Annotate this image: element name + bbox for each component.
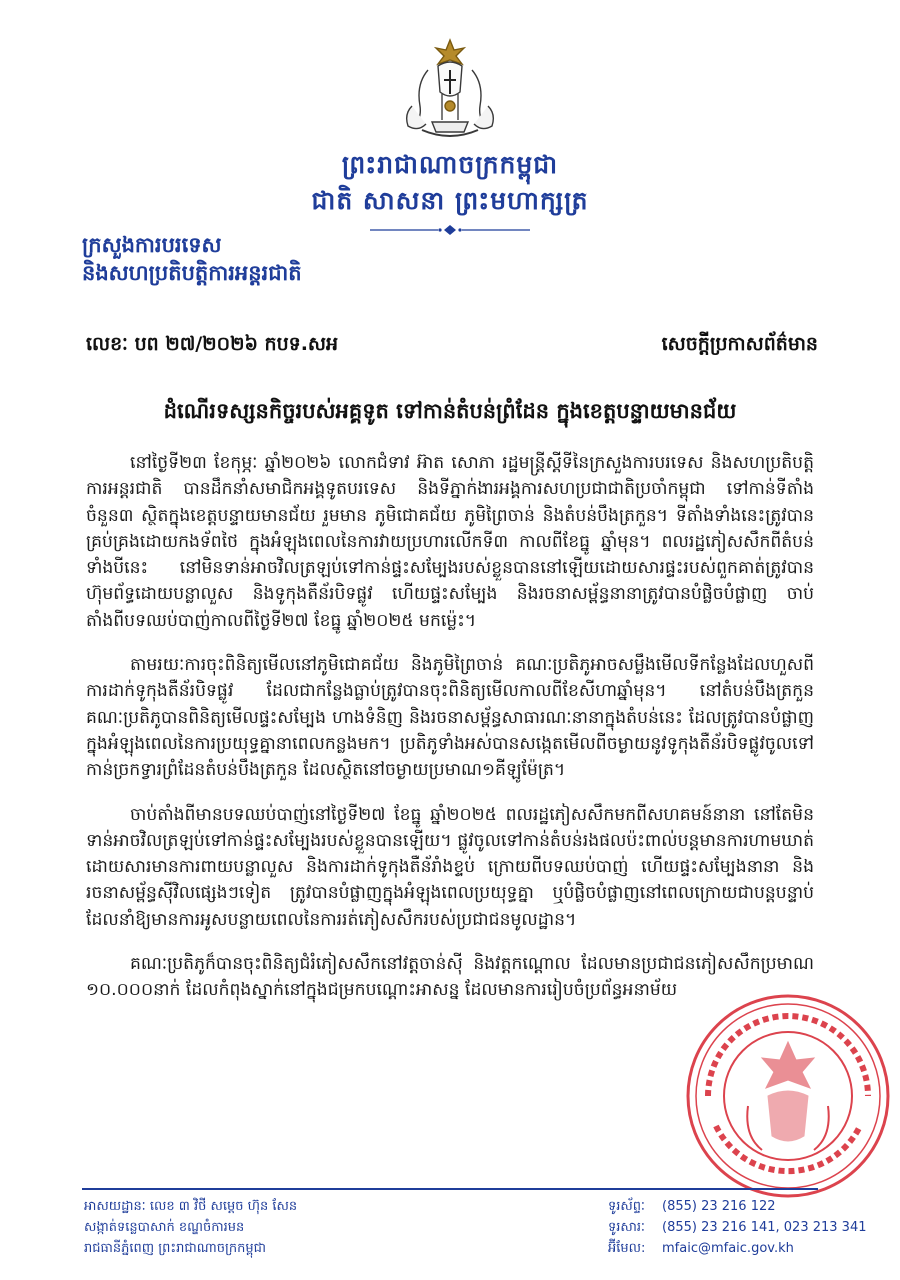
ministry-name-line2: និងសហប្រតិបត្តិការអន្តរជាតិ	[82, 261, 302, 285]
royal-arms-emblem	[392, 36, 508, 146]
footer-contacts	[608, 1196, 867, 1259]
fax-label: ទូរសារៈ	[608, 1220, 645, 1235]
press-release-title: ដំណើរទស្សនកិច្ចរបស់អគ្គទូត ទៅកាន់តំបន់ព្រំដែន ក្នុងខេត្តបន្ទាយមានជ័យ	[163, 399, 737, 423]
footer-divider	[82, 1188, 818, 1190]
reference-number: លេខៈ បព ២៧/២០២៦ កបទ.សអ	[86, 333, 339, 355]
official-seal	[678, 986, 898, 1206]
press-release-body	[86, 450, 814, 1022]
kingdom-title: ព្រះរាជាណាចក្រកម្ពុជា	[341, 150, 559, 179]
national-motto: ជាតិ សាសនា ព្រះមហាក្សត្រ	[311, 186, 589, 215]
email-label: អ៊ីមែល:	[608, 1241, 646, 1256]
decorative-divider	[360, 224, 540, 236]
paragraph: នៅថ្ងៃទី២៣ ខែកុម្ភៈ ឆ្នាំ២០២៦ លោកជំទាវ អ៊ាត សោភា រដ្ឋមន្ត្រីស្តីទីនៃក្រសួងការបរទេស និងសហប្រតិបត្តិការអន្តរជាតិ បានដឹកនាំសមាជិកអង្គទូតបរទេស និងទីភ្នាក់ងារអង្គការសហប្រជាជាតិប្រចាំកម្ពុជា ទៅកាន់ទីតាំងចំនួន៣ ស្ថិតក្នុងខេត្តបន្ទាយមានជ័យ រួមមាន ភូមិជោគជ័យ ភូមិព្រៃចាន់ និងតំបន់បឹងត្រកួន។ ទីតាំងទាំងនេះត្រូវបានគ្រប់គ្រងដោយកងទ័ពថៃ ក្នុងអំឡុងពេលនៃការវាយប្រហារលើកទី៣ កាលពីខែធ្នូ ឆ្នាំមុន។ ពលរដ្ឋភៀសសឹកពីតំបន់ទាំងបីនេះ នៅមិនទាន់អាចវិលត្រឡប់ទៅកាន់ផ្ទះសម្បែងរបស់ខ្លួនបាននៅឡើយដោយសារផ្ទះរបស់ពួកគាត់ត្រូវបានហ៊ុមព័ទ្ធដោយបន្លាលួស និងទូកុងតឺន័របិទផ្លូវ ហើយផ្ទះសម្បែង និងរចនាសម្ព័ន្ធនានាត្រូវបានបំផ្លិចបំផ្លាញ ចាប់តាំងពីបទឈប់បាញ់កាលពីថ្ងៃទី២៧ ខែធ្នូ ឆ្នាំ២០២៥ មកម្ល៉េះ។	[86, 453, 814, 631]
paragraph: តាមរយៈការចុះពិនិត្យមើលនៅភូមិជោគជ័យ និងភូមិព្រៃចាន់ គណៈប្រតិភូអាចសម្លឹងមើលទីកន្លែងដែលហួសពីការដាក់ទូកុងតឺន័របិទផ្លូវ ដែលជាកន្លែងធ្លាប់ត្រូវបានចុះពិនិត្យមើលកាលពីខែសីហាឆ្នាំមុន។ នៅតំបន់បឹងត្រកួន គណៈប្រតិភូបានពិនិត្យមើលផ្ទះសម្បែង ហាងទំនិញ និងរចនាសម្ព័ន្ធសាធារណៈនានាក្នុងតំបន់នេះ ដែលត្រូវបានបំផ្លាញក្នុងអំឡុងពេលនៃការប្រយុទ្ធគ្នានាពេលកន្លងមក។ ប្រតិភូទាំងអស់បានសង្កេតមើលពីចម្ងាយនូវទូកុងតឺន័របិទផ្លូវចូលទៅកាន់ច្រកទ្វារព្រំដែនតំបន់បឹងត្រកួន ដែលស្ថិតនៅចម្ងាយប្រមាណ១គីឡូម៉ែត្រ។	[86, 655, 814, 781]
address-line: រាជធានីភ្នំពេញ ព្រះរាជាណាចក្រកម្ពុជា	[84, 1241, 266, 1256]
fax-number: (855) 23 216 141, 023 213 341	[662, 1220, 867, 1235]
email-address[interactable]: mfaic@mfaic.gov.kh	[662, 1241, 794, 1256]
address-line: អាសយដ្ឋានៈ លេខ ៣ វិថី សម្តេច ហ៊ុន សែន	[84, 1199, 298, 1214]
phone-number: (855) 23 216 122	[662, 1199, 776, 1214]
document-type: សេចក្តីប្រកាសព័ត៌មាន	[661, 333, 818, 355]
phone-label: ទូរស័ព្ទៈ	[608, 1199, 645, 1214]
paragraph: ចាប់តាំងពីមានបទឈប់បាញ់នៅថ្ងៃទី២៧ ខែធ្នូ ឆ្នាំ២០២៥ ពលរដ្ឋភៀសសឹកមកពីសហគមន៍នានា នៅតែមិនទាន់អាចវិលត្រឡប់ទៅកាន់ផ្ទះសម្បែងរបស់ខ្លួនបានឡើយ។ ផ្លូវចូលទៅកាន់តំបន់រងផលប៉ះពាល់បន្តមានការហាមឃាត់ដោយសារមានការពាយបន្លាលួស និងការដាក់ទូកុងតឺន័រាំងខ្ទប់ ក្រោយពីបទឈប់បាញ់ ហើយផ្ទះសម្បែងនានា និងរចនាសម្ព័ន្ធស៊ីវិលផ្សេងៗទៀត ត្រូវបានបំផ្លាញក្នុងអំឡុងពេលប្រយុទ្ធគ្នា ឬបំផ្លិចបំផ្លាញនៅពេលក្រោយជាបន្តបន្ទាប់ ដែលនាំឱ្យមានការអូសបន្លាយពេលនៃការរត់ភៀសសឹករបស់ប្រជាជនមូលដ្ឋាន។	[86, 804, 814, 930]
address-line: សង្កាត់ទន្លេបាសាក់ ខណ្ឌចំការមន	[84, 1220, 245, 1235]
paragraph: គណៈប្រតិភូក៏បានចុះពិនិត្យជំរំភៀសសឹកនៅវត្តចាន់ស៊ី និងវត្តកណ្តោល ដែលមានប្រជាជនភៀសសឹកប្រមាណ ១០.០០០នាក់ ដែលកំពុងស្នាក់នៅក្នុងជម្រកបណ្តោះអាសន្ន ដែលមានការរៀបចំប្រព័ន្ធអនាម័យ	[86, 954, 814, 1001]
footer-address	[84, 1196, 297, 1259]
ministry-name: ក្រសួងការបរទេស	[82, 233, 222, 257]
